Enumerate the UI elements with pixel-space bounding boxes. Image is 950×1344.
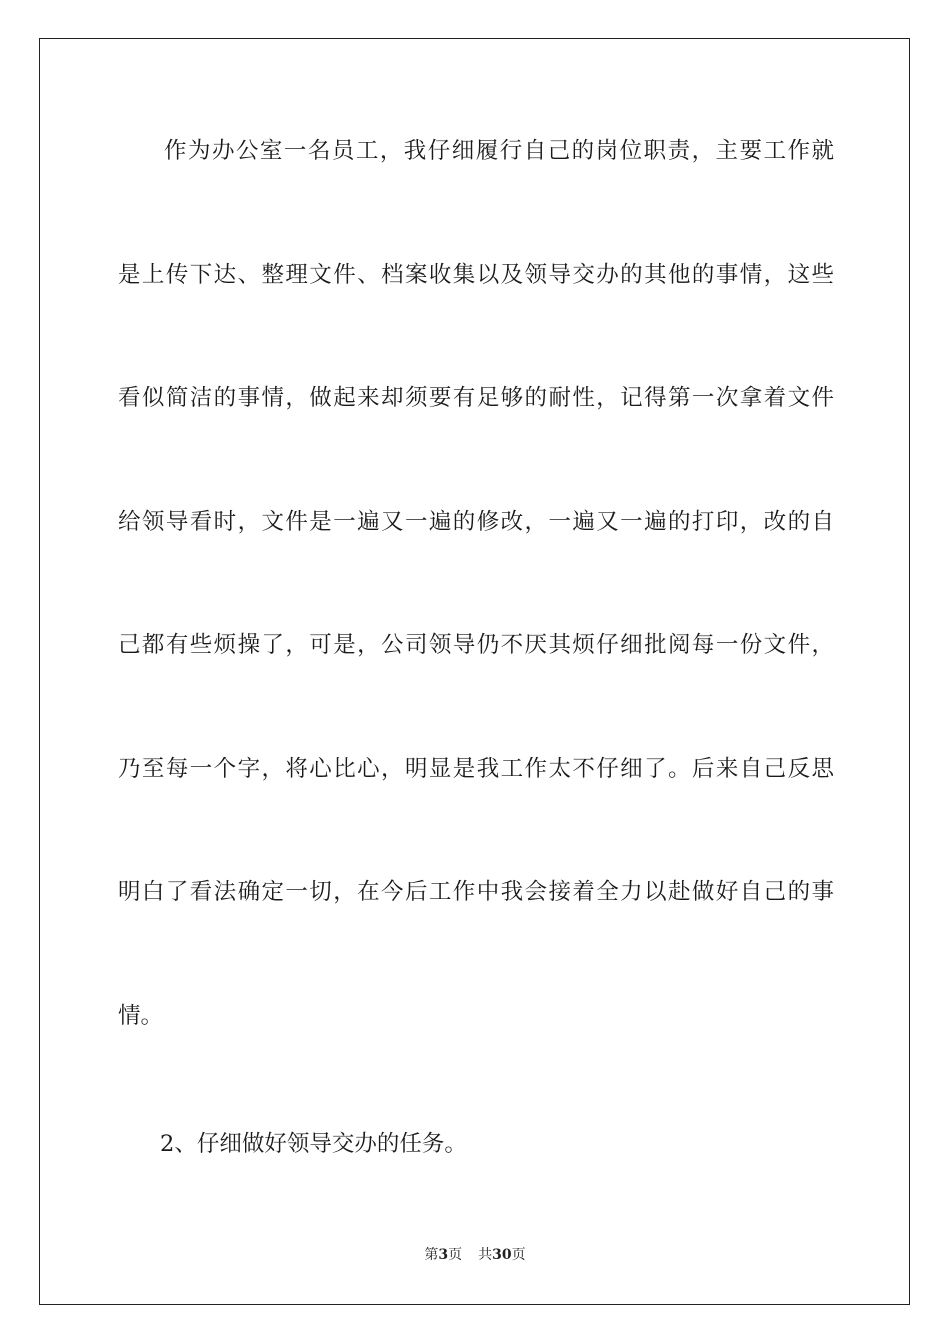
list-item-heading: 2、仔细做好领导交办的任务。 [160,1131,467,1157]
page-border [39,38,910,1305]
paragraph-line: 作为办公室一名员工，我仔细履行自己的岗位职责，主要工作就 [164,138,834,164]
paragraph-line: 乃至每一个字，将心比心，明显是我工作太不仔细了。后来自己反思 [118,756,834,782]
total-pages: 30 [492,1247,512,1263]
page-number: 3 [438,1247,449,1263]
paragraph-line: 己都有些烦操了，可是，公司领导仍不厌其烦仔细批阅每一份文件， [118,632,834,658]
paragraph-line: 看似简洁的事情，做起来却须要有足够的耐性，记得第一次拿着文件 [118,385,834,411]
paragraph-line: 明白了看法确定一切，在今后工作中我会接着全力以赴做好自己的事 [118,879,834,905]
page-suffix: 页 [448,1247,463,1263]
total-suffix: 页 [511,1247,526,1263]
total-prefix: 共 [478,1247,493,1263]
paragraph-line: 给领导看时，文件是一遍又一遍的修改，一遍又一遍的打印，改的自 [118,509,834,535]
page-footer [0,1245,950,1265]
page-prefix: 第 [424,1247,439,1263]
paragraph-line: 是上传下达、整理文件、档案收集以及领导交办的其他的事情，这些 [118,262,834,288]
paragraph-line: 情。 [118,1003,164,1029]
